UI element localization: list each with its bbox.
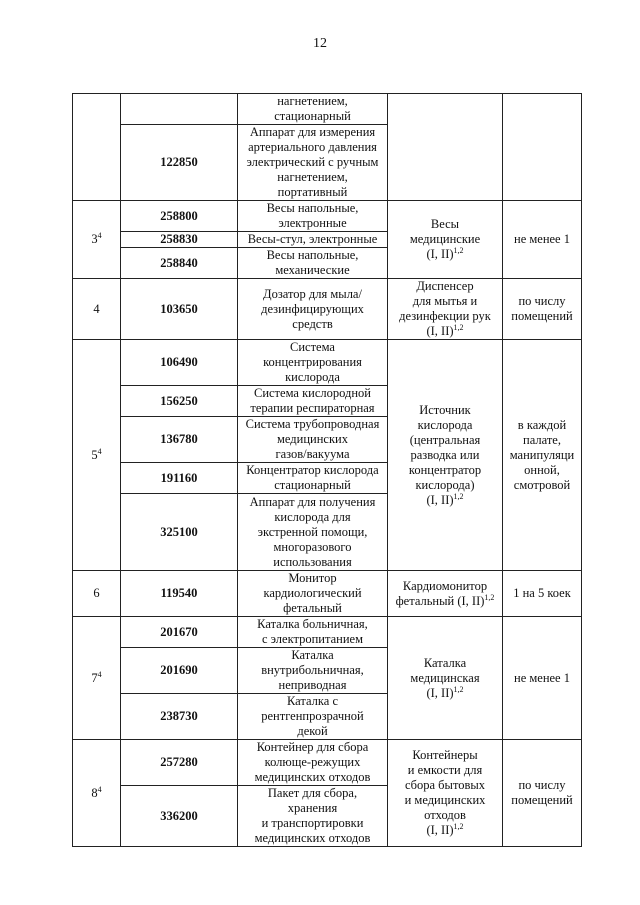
footnote-mark: 1,2 [453,245,464,255]
device-name: Дозатор для мыла/ дезинфицирующих средств [238,279,388,340]
equipment-type: Контейнеры и емкости для сбора бытовых и медицинских отходов (I, II)$^{1,2}$ [388,740,503,847]
footnote-mark: 1,2 [453,821,464,831]
device-name: нагнетением, стационарный [238,94,388,125]
device-name: Весы напольные, электронные [238,201,388,232]
device-name: Концентратор кислорода стационарный [238,463,388,494]
required-quantity: 1 на 5 коек [503,571,582,617]
nomenclature-code: 119540 [121,571,238,617]
device-name: Монитор кардиологический фетальный [238,571,388,617]
equipment-type: Каталка медицинская (I, II)$^{1,2}$ [388,617,503,740]
device-name: Аппарат для измерения артериального давления электрический с ручным нагнетением, портативный [238,125,388,201]
device-name: Система кислородной терапии респираторная [238,386,388,417]
required-quantity: не менее 1 [503,201,582,279]
required-quantity [503,94,582,201]
equipment-type [388,94,503,201]
device-name: Аппарат для получения кислорода для экстренной помощи, многоразового использования [238,494,388,571]
equipment-type: Источник кислорода (центральная разводка или концентратор кислорода) (I, II)$^{1,2}$ [388,340,503,571]
required-quantity: по числу помещений [503,740,582,847]
row-number: 4 [73,279,121,340]
nomenclature-code: 257280 [121,740,238,786]
table-row [73,571,582,617]
nomenclature-code: 325100 [121,494,238,571]
page-number: 12 [313,36,327,51]
nomenclature-code: 136780 [121,417,238,463]
device-name: Система концентрирования кислорода [238,340,388,386]
device-name: Пакет для сбора, хранения и транспортировки медицинских отходов [238,786,388,847]
device-name: Каталка внутрибольничная, неприводная [238,648,388,694]
footnote-mark: 1,2 [453,491,464,501]
row-number: 6 [73,571,121,617]
device-name: Каталка с рентгенпрозрачной декой [238,694,388,740]
nomenclature-code: 106490 [121,340,238,386]
footnote-mark: 4 [97,230,102,240]
table-row [73,740,582,786]
footnote-mark: 1,2 [453,322,464,332]
nomenclature-code: 201670 [121,617,238,648]
nomenclature-code: 336200 [121,786,238,847]
device-name: Весы напольные, механические [238,248,388,279]
nomenclature-code: 258840 [121,248,238,279]
table-row [73,94,582,125]
nomenclature-code: 122850 [121,125,238,201]
row-number: $8^4$ [73,740,121,847]
nomenclature-code: 201690 [121,648,238,694]
device-name: Каталка больничная, с электропитанием [238,617,388,648]
footnote-mark: 1,2 [453,684,464,694]
nomenclature-code: 103650 [121,279,238,340]
equipment-type: Весы медицинские (I, II)$^{1,2}$ [388,201,503,279]
device-name: Контейнер для сбора колюще-режущих медицинских отходов [238,740,388,786]
equipment-type: Кардиомонитор фетальный (I, II)$^{1,2}$ [388,571,503,617]
equipment-table [72,93,582,847]
nomenclature-code: 156250 [121,386,238,417]
nomenclature-code: 258830 [121,232,238,248]
table-row [73,617,582,648]
required-quantity: в каждой палате, манипуляци онной, смотровой [503,340,582,571]
required-quantity: по числу помещений [503,279,582,340]
nomenclature-code [121,94,238,125]
row-number: $3^4$ [73,201,121,279]
nomenclature-code: 258800 [121,201,238,232]
device-name: Весы-стул, электронные [238,232,388,248]
required-quantity: не менее 1 [503,617,582,740]
footnote-mark: 1,2 [484,592,495,602]
equipment-type: Диспенсер для мытья и дезинфекции рук (I, II)$^{1,2}$ [388,279,503,340]
row-number [73,94,121,201]
row-number: $5^4$ [73,340,121,571]
footnote-mark: 4 [97,446,102,456]
table-row [73,340,582,386]
table-row [73,201,582,232]
footnote-mark: 4 [97,784,102,794]
table-row [73,279,582,340]
nomenclature-code: 238730 [121,694,238,740]
row-number: $7^4$ [73,617,121,740]
device-name: Система трубопроводная медицинских газов/вакуума [238,417,388,463]
footnote-mark: 4 [97,669,102,679]
nomenclature-code: 191160 [121,463,238,494]
